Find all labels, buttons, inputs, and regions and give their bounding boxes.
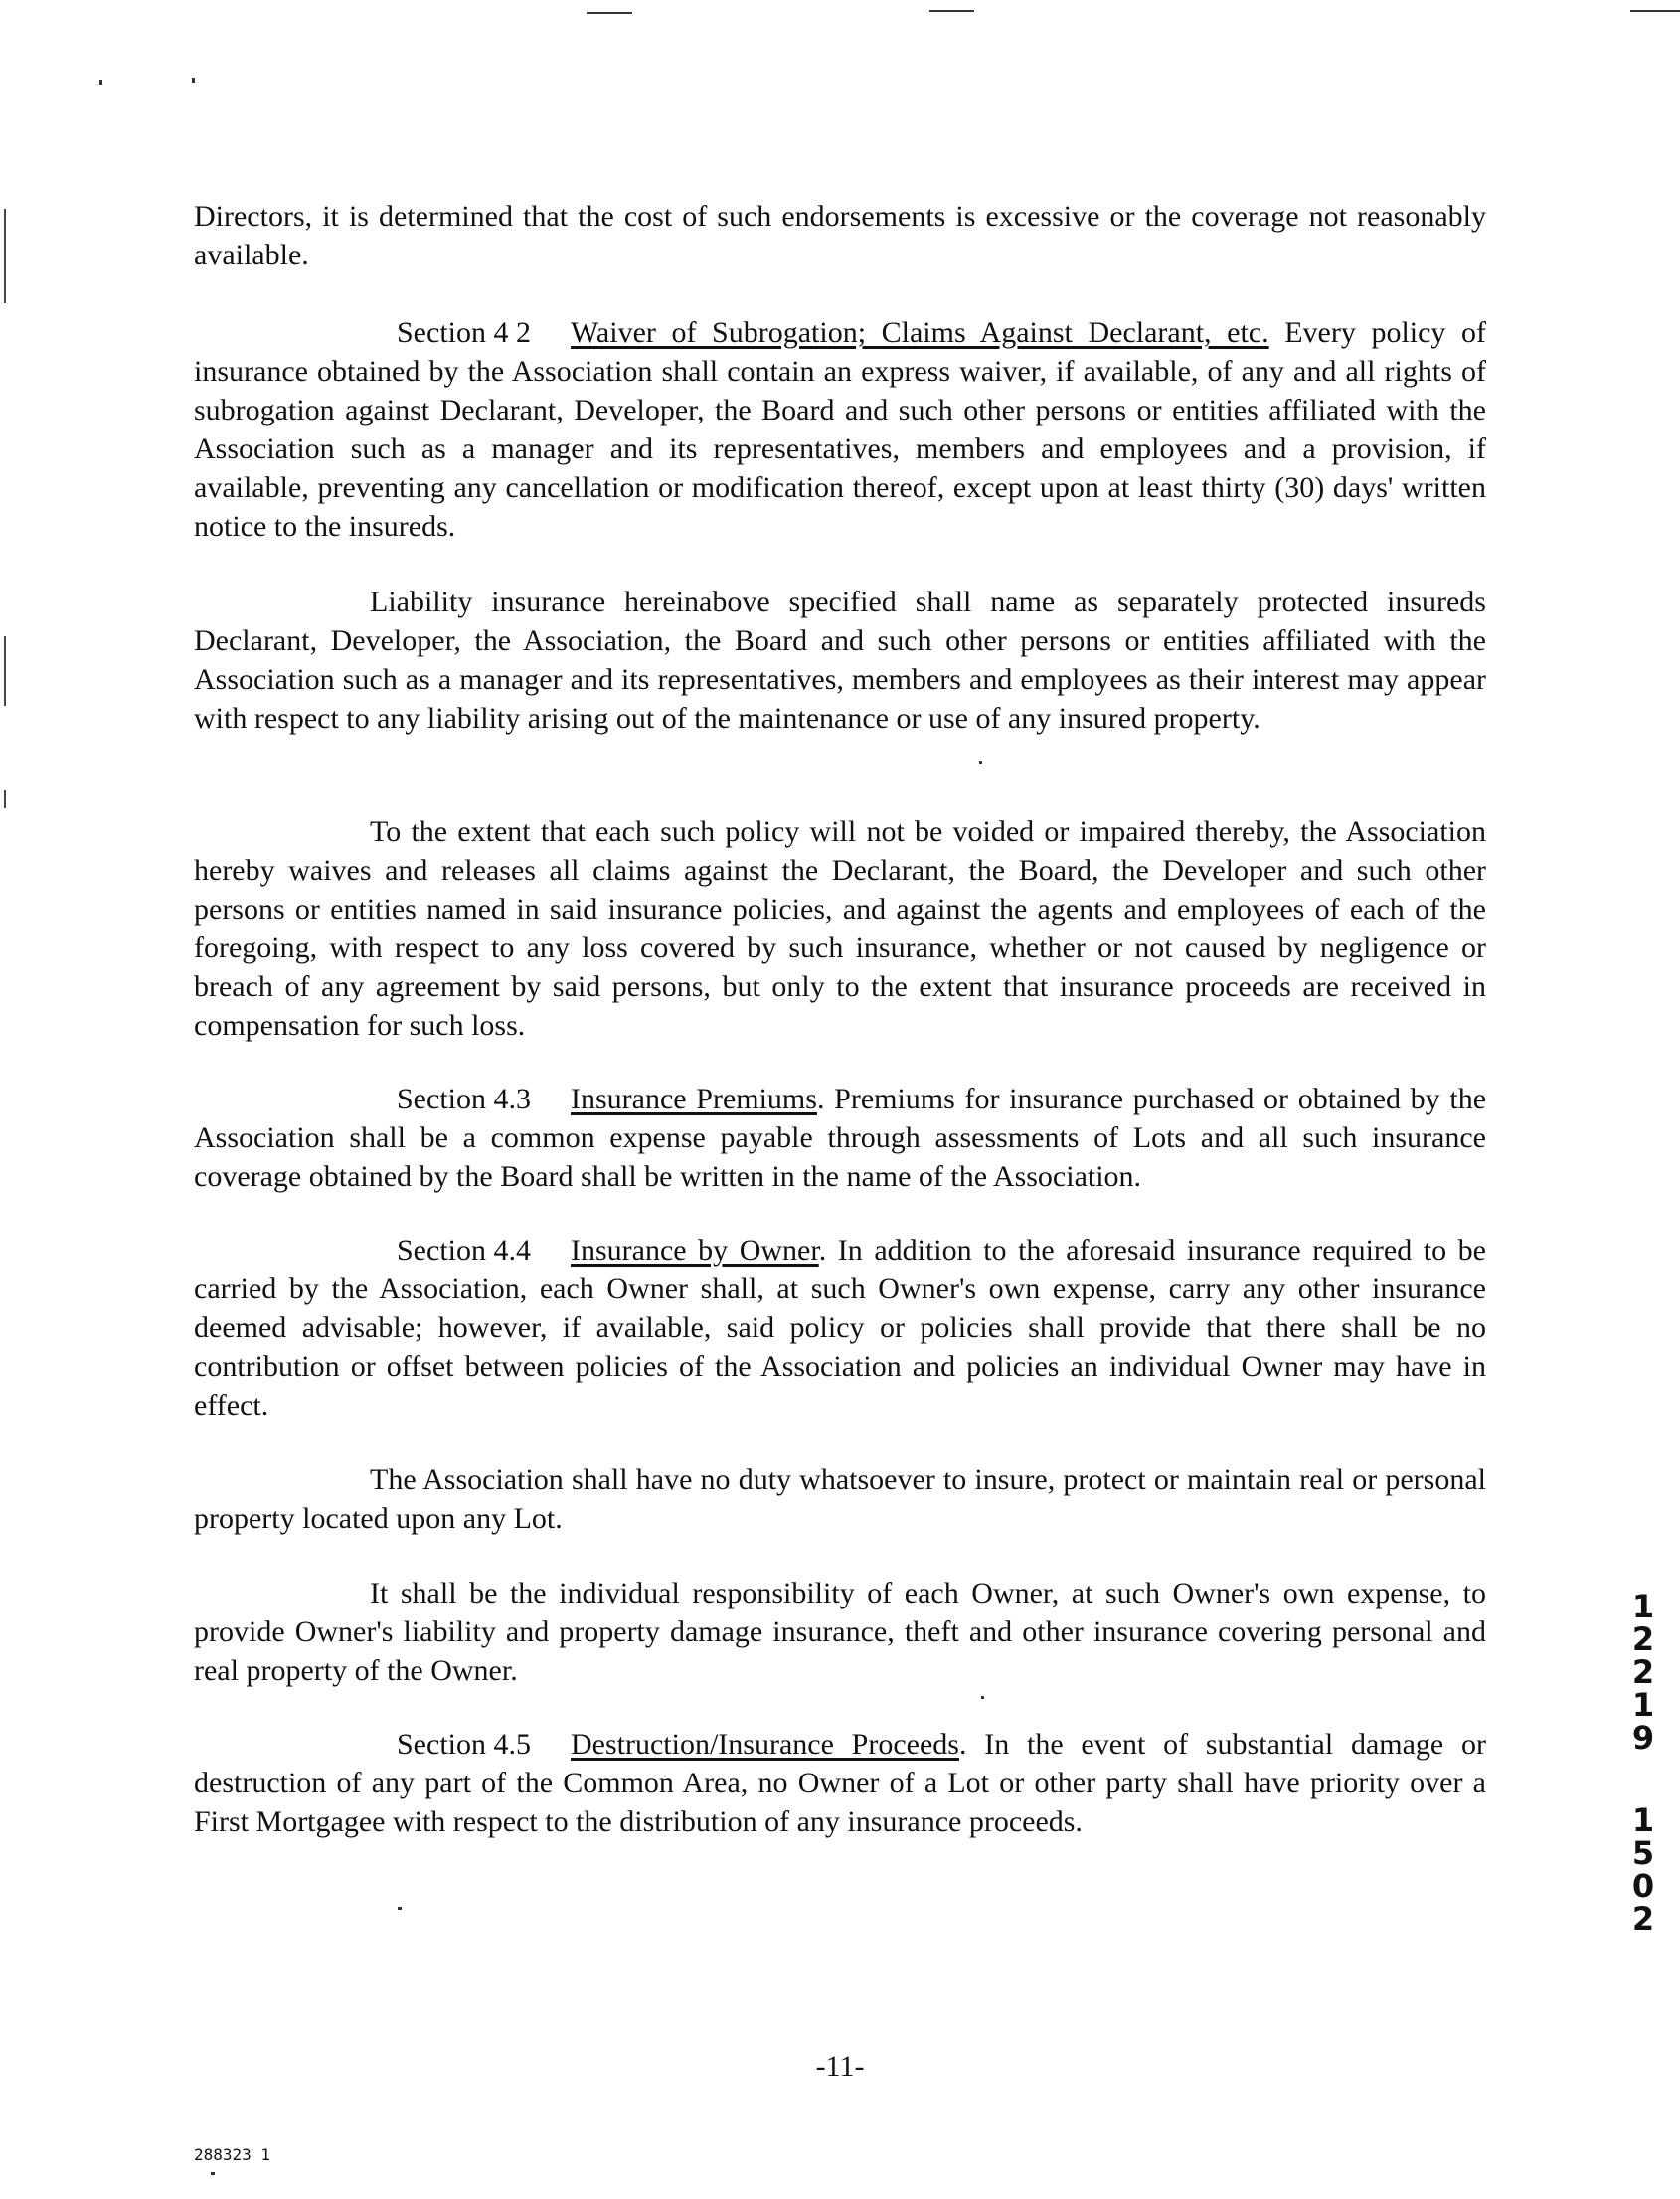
- stamp-digits: 12219: [1631, 1588, 1655, 1757]
- section-4-3: Section 4.3 Insurance Premiums. Premiums for insurance purchased or obtained by the Association shall be a common expense payable through assessments of Lots and all such insurance coverage obtained by the Board shall be written in the name of the Association.: [194, 1080, 1486, 1196]
- section-title: Destruction/Insurance Proceeds: [571, 1728, 959, 1761]
- scan-mark: [99, 80, 102, 85]
- scan-mark: [981, 1696, 984, 1699]
- section-body: Every policy of insurance obtained by the Association shall contain an express waiver, if available, of any and all rights of subrogation against Declarant, Developer, the Board and such other persons or entities affiliated with the Association such as a manager and its representatives, members and employees and a provision, if available, preventing any cancellation or modification thereof, except upon at least thirty (30) days' written notice to the insureds.: [194, 316, 1487, 543]
- waiver-paragraph: To the extent that each such policy will not be voided or impaired thereby, the Association hereby waives and releases all claims against the Declarant, the Board, the Developer and such other persons or entities named in said insurance policies, and against the agents and employees of each of the foregoing, with respect to any loss covered by such insurance, whether or not caused by negligence or breach of any agreement by said persons, but only to the extent that insurance proceeds are received in compensation for such loss.: [194, 815, 1486, 1042]
- section-number: Section 4.5: [397, 1728, 531, 1761]
- scan-mark: [587, 12, 632, 14]
- section-4-2: [194, 313, 1486, 546]
- continuation-paragraph: Directors, it is determined that the cost of such endorsements is excessive or the coverage not reasonably available.: [194, 200, 1486, 271]
- scan-mark: [211, 2172, 215, 2175]
- section-title: Insurance by Owner: [571, 1234, 819, 1267]
- section-title: Insurance Premiums: [571, 1083, 817, 1115]
- stamp-digits: 1502: [1631, 1801, 1655, 1938]
- scan-mark: [929, 10, 974, 12]
- owner-responsibility-paragraph: It shall be the individual responsibility of each Owner, at such Owner's own expense, to provide Owner's liability and property damage insurance, theft and other insurance covering personal and real property of the Owner.: [194, 1577, 1486, 1687]
- section-number: Section 4.4: [397, 1234, 531, 1267]
- scan-mark: [192, 78, 195, 83]
- scan-mark: [398, 1907, 402, 1910]
- section-number: Section 4 2: [397, 316, 531, 349]
- scan-mark: [4, 790, 6, 808]
- section-title: Waiver of Subrogation; Claims Against Declarant, etc.: [571, 316, 1269, 349]
- scan-mark: [4, 636, 6, 706]
- section-4-4: Section 4.4 Insurance by Owner. In addition to the aforesaid insurance required to be carried by the Association, each Owner shall, at such Owner's own expense, carry any other insurance deemed advisable; however, if available, said policy or policies shall provide that there shall be no contribution or offset between policies of the Association and policies an individual Owner may have in effect.: [194, 1231, 1486, 1425]
- section-body: In addition to the aforesaid insurance required to be carried by the Association, each Owner shall, at such Owner's own expense, carry any other insurance deemed advisable; however, if available, said policy or policies shall provide that there shall be no contribution or offset between policies of the Association and policies an individual Owner may have in effect.: [194, 1234, 1486, 1422]
- recording-stamp-bottom: [1628, 1801, 1658, 1938]
- page-number: -11-: [815, 2050, 865, 2083]
- liability-paragraph: Liability insurance hereinabove specified shall name as separately protected insureds Declarant, Developer, the Association, the Board and such other persons or entities affiliated with the Association such as a manager and its representatives, members and employees as their interest may appear with respect to any liability arising out of the maintenance or use of any insured property.: [194, 586, 1486, 735]
- section-number: Section 4.3: [397, 1083, 531, 1115]
- section-4-5: Section 4.5 Destruction/Insurance Proceeds. In the event of substantial damage or destruction of any part of the Common Area, no Owner of a Lot or other party shall have priority over a First Mortgagee with respect to the distribution of any insurance proceeds.: [194, 1725, 1486, 1841]
- section-body: In the event of substantial damage or destruction of any part of the Common Area, no Owner of a Lot or other party shall have priority over a First Mortgagee with respect to the distribution of any insurance proceeds.: [194, 1728, 1486, 1838]
- document-id: 288323 1: [194, 2145, 271, 2164]
- no-duty-paragraph: The Association shall have no duty whatsoever to insure, protect or maintain real or personal property located upon any Lot.: [194, 1463, 1486, 1535]
- scan-mark: [979, 761, 982, 764]
- scan-mark: [4, 209, 6, 303]
- recording-stamp-top: [1628, 1588, 1658, 1757]
- scan-mark: [1630, 10, 1680, 12]
- section-body: Premiums for insurance purchased or obtained by the Association shall be a common expense payable through assessments of Lots and all such insurance coverage obtained by the Board shall be written in the name of the Association.: [194, 1083, 1487, 1193]
